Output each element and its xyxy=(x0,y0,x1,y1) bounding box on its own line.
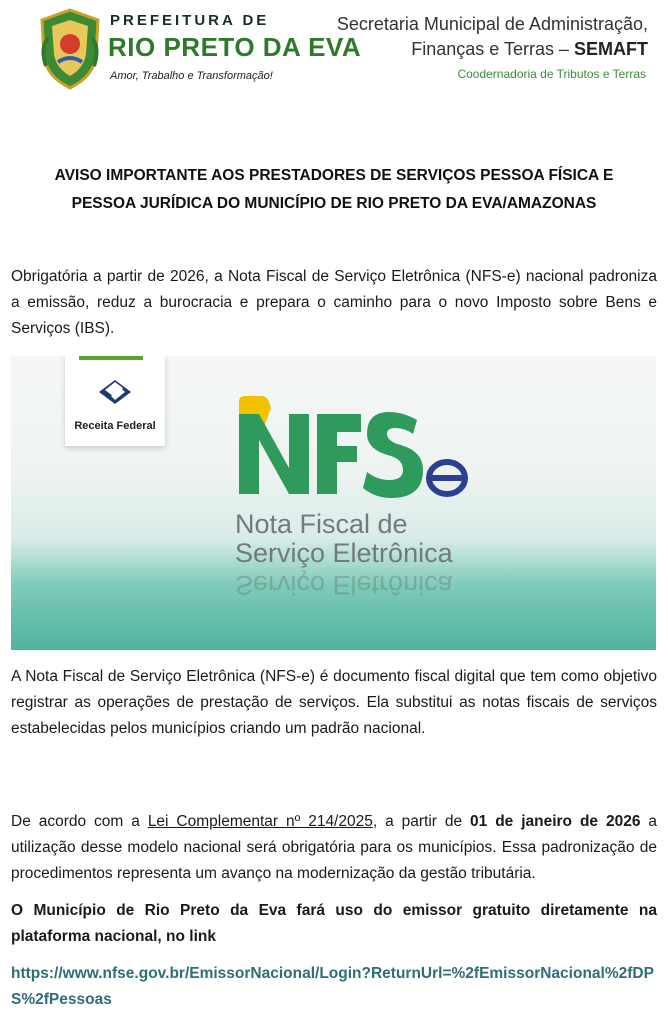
law-paragraph xyxy=(11,809,657,887)
law-mid: , a partir de xyxy=(372,813,471,830)
receita-federal-label: Receita Federal xyxy=(74,420,156,432)
nfse-subtitle-line2: Serviço Eletrônica xyxy=(235,538,453,568)
nfse-banner-image xyxy=(11,356,656,650)
law-effective-date: 01 de janeiro de 2026 xyxy=(470,813,641,830)
prefeitura-label: PREFEITURA DE xyxy=(110,12,270,29)
notice-title-line1: AVISO IMPORTANTE AOS PRESTADORES DE SERVIÇOS PESSOA FÍSICA E xyxy=(54,167,614,184)
nfse-subtitle-reflection: Serviço Eletrônica xyxy=(235,570,453,600)
emissor-link[interactable]: https://www.nfse.gov.br/EmissorNacional/Login?ReturnUrl=%2fEmissorNacional%2fDPS%2fPessoas xyxy=(11,965,654,1008)
law-reference-link[interactable]: Lei Complementar nº 214/2025 xyxy=(147,813,373,830)
secretaria-name: Finanças e Terras – xyxy=(411,39,574,59)
city-name: RIO PRETO DA EVA xyxy=(108,32,362,62)
secretaria-line2 xyxy=(411,39,648,60)
notice-title-line2: PESSOA JURÍDICA DO MUNICÍPIO DE RIO PRETO DA EVA/AMAZONAS xyxy=(71,195,597,212)
secretaria-line1: Secretaria Municipal de Administração, xyxy=(336,14,648,34)
emissor-paragraph: O Município de Rio Preto da Eva fará uso do emissor gratuito diretamente na plataforma nacional, no link xyxy=(11,902,657,945)
municipal-crest-icon xyxy=(38,8,102,90)
secretaria-acronym: SEMAFT xyxy=(574,39,648,59)
intro-paragraph: Obrigatória a partir de 2026, a Nota Fiscal de Serviço Eletrônica (NFS-e) nacional padroniza a emissão, reduz a burocracia e prepara o caminho para o novo Imposto sobre Bens e Serviços (IBS). xyxy=(11,268,657,337)
receita-federal-icon xyxy=(65,360,165,420)
coordenadoria-label: Coodernadoria de Tributos e Terras xyxy=(457,67,646,81)
nfse-subtitle-line1: Nota Fiscal de xyxy=(235,509,408,539)
notice-title xyxy=(20,162,648,218)
nfse-logo-icon xyxy=(231,384,491,509)
law-suffix: a utilização desse modelo nacional será obrigatória para os municípios. Essa padronização de procedimentos representa um avanço na modernização da gestão tributária. xyxy=(11,813,657,882)
page-header xyxy=(0,0,668,100)
law-prefix: De acordo com a xyxy=(11,813,148,830)
slogan: Amor, Trabalho e Transformação! xyxy=(110,70,273,82)
nfse-subtitle xyxy=(235,510,453,568)
description-paragraph: A Nota Fiscal de Serviço Eletrônica (NFS-e) é documento fiscal digital que tem como objetivo registrar as operações de prestação de serviços. Ela substitui as notas fiscais de serviços estabelecidas pelos municípios criando um padrão nacional. xyxy=(11,668,657,737)
receita-federal-logo xyxy=(65,356,165,446)
